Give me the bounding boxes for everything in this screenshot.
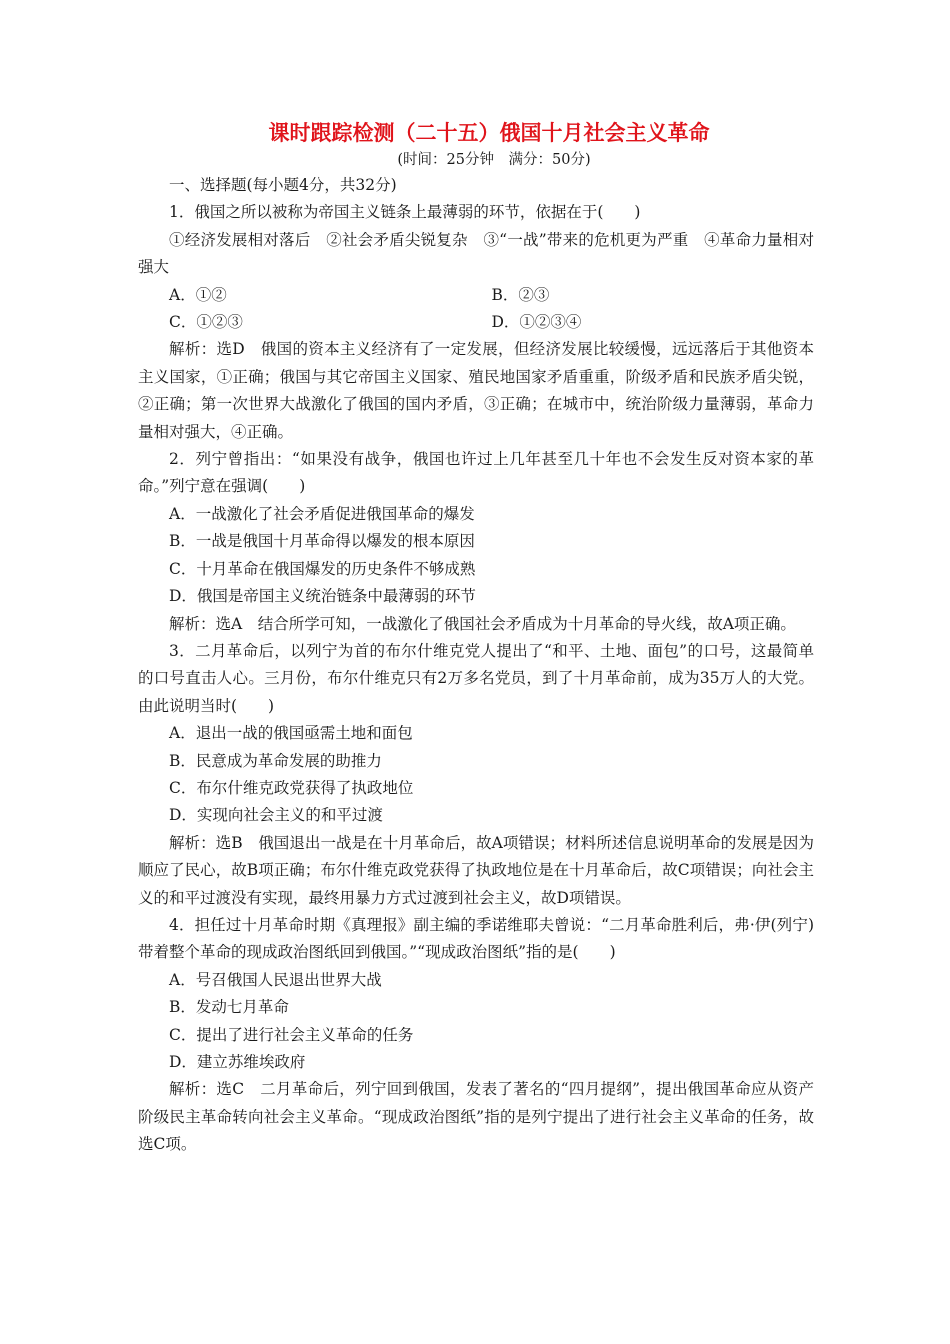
option-c: C．十月革命在俄国爆发的历史条件不够成熟 bbox=[169, 559, 476, 578]
option-c: C．布尔什维克政党获得了执政地位 bbox=[169, 778, 414, 797]
option-b: B．民意成为革命发展的助推力 bbox=[169, 751, 382, 770]
option-d: D．①②③④ bbox=[491, 313, 582, 332]
option-d: D．俄国是帝国主义统治链条中最薄弱的环节 bbox=[169, 587, 476, 606]
question-3 bbox=[138, 638, 814, 912]
document-page bbox=[138, 118, 814, 1159]
question-statements: ①经济发展相对落后 ②社会矛盾尖锐复杂 ③“一战”带来的危机更为严重 ④革命力量相对强大 bbox=[138, 230, 814, 277]
answer-analysis: 解析：选C 二月革命后，列宁回到俄国，发表了著名的“四月提纲”，提出俄国革命应从资产阶级民主革命转向社会主义革命。“现成政治图纸”指的是列宁提出了进行社会主义革命的任务，故选C项。 bbox=[138, 1080, 814, 1154]
answer-analysis: 解析：选A 结合所学可知，一战激化了俄国社会矛盾成为十月革命的导火线，故A项正确。 bbox=[169, 614, 796, 633]
question-2 bbox=[138, 446, 814, 638]
option-b: B．发动七月革命 bbox=[169, 998, 289, 1017]
time-score-info: (时间：25分钟 满分：50分) bbox=[397, 152, 591, 168]
question-1 bbox=[138, 199, 814, 446]
question-stem: 2．列宁曾指出：“如果没有战争，俄国也许过上几年甚至几十年也不会发生反对资本家的革命。”列宁意在强调( ) bbox=[138, 450, 814, 496]
section-heading: 一、选择题(每小题4分，共32分) bbox=[169, 176, 397, 194]
option-b: B．②③ bbox=[491, 285, 550, 304]
option-d: D．实现向社会主义的和平过渡 bbox=[169, 806, 383, 825]
option-d: D．建立苏维埃政府 bbox=[169, 1053, 306, 1071]
option-a: A．退出一战的俄国亟需土地和面包 bbox=[169, 724, 413, 743]
option-c: C．①②③ bbox=[169, 313, 243, 332]
answer-analysis: 解析：选D 俄国的资本主义经济有了一定发展，但经济发展比较缓慢，远远落后于其他资本主义国家，①正确；俄国与其它帝国主义国家、殖民地国家矛盾重重，阶级矛盾和民族矛盾尖锐，②正确；第一次世界大战激化了俄国的国内矛盾，③正确；在城市中，统治阶级力量薄弱，革命力量相对强大，④正确。 bbox=[138, 340, 814, 441]
question-stem: 3．二月革命后，以列宁为首的布尔什维克党人提出了“和平、土地、面包”的口号，这最简单的口号直击人心。三月份，布尔什维克只有2万多名党员，到了十月革命前，成为35万人的大党。由此说明当时( ) bbox=[138, 641, 814, 715]
options-row bbox=[138, 309, 814, 336]
question-stem: 4．担任过十月革命时期《真理报》副主编的季诺维耶夫曾说：“二月革命胜利后，弗·伊(列宁)带着整个革命的现成政治图纸回到俄国。”“现成政治图纸”指的是( ) bbox=[138, 915, 814, 962]
option-c: C．提出了进行社会主义革命的任务 bbox=[169, 1025, 414, 1044]
option-a: A．一战激化了社会矛盾促进俄国革命的爆发 bbox=[169, 504, 475, 523]
option-b: B．一战是俄国十月革命得以爆发的根本原因 bbox=[169, 532, 475, 551]
answer-analysis: 解析：选B 俄国退出一战是在十月革命后，故A项错误；材料所述信息说明革命的发展是因为顺应了民心，故B项正确；布尔什维克政党获得了执政地位是在十月革命后，故C项错误；向社会主义的和平过渡没有实现，最终用暴力方式过渡到社会主义，故D项错误。 bbox=[138, 833, 814, 907]
question-stem: 1．俄国之所以被称为帝国主义链条上最薄弱的环节，依据在于( ) bbox=[169, 203, 641, 222]
options-row bbox=[138, 282, 814, 309]
question-4 bbox=[138, 912, 814, 1159]
page-title: 课时跟踪检测（二十五）俄国十月社会主义革命 bbox=[268, 120, 710, 145]
option-a: A．①② bbox=[169, 285, 227, 304]
option-a: A．号召俄国人民退出世界大战 bbox=[169, 970, 382, 989]
